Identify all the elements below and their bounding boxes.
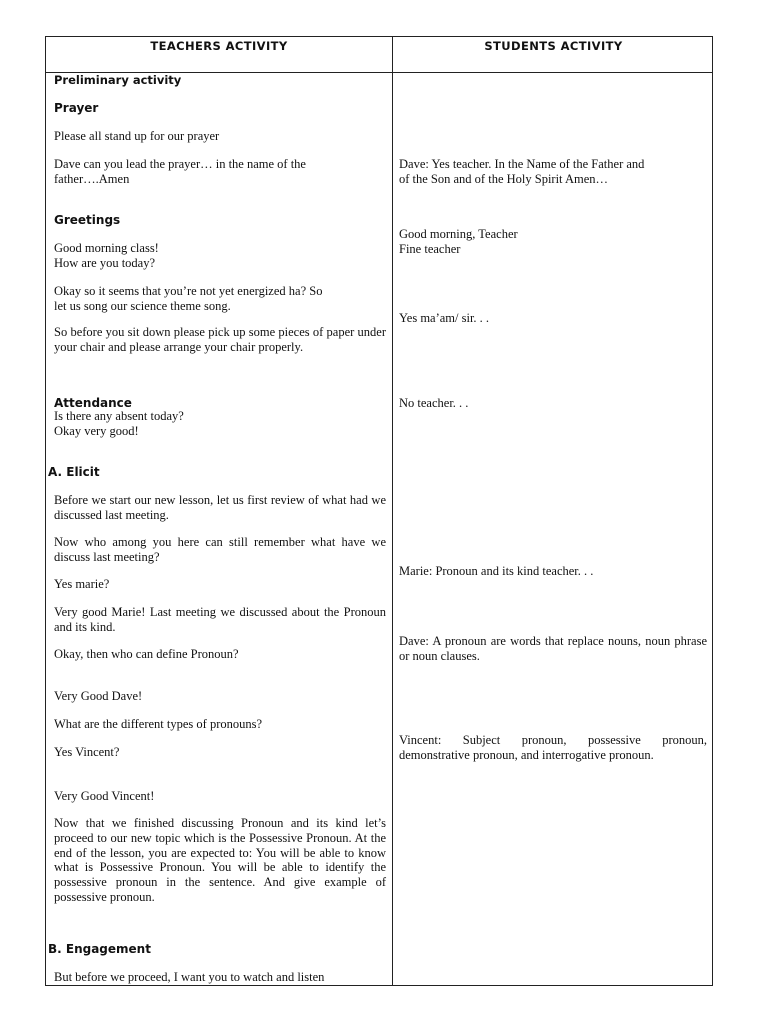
attendance-heading: Attendance [54, 396, 132, 410]
teacher-greeting-2-line2: let us song our science theme song. [54, 298, 231, 313]
student-greeting-line2: Fine teacher [399, 241, 461, 256]
teacher-greeting-3: So before you sit down please pick up some pieces of paper under your chair and please arrange your chair properly. [54, 325, 386, 354]
student-dave-response: Dave: A pronoun are words that replace nouns, noun phrase or noun clauses. [399, 634, 707, 663]
teacher-elicit-1: Before we start our new lesson, let us first review of what had we discussed last meeting. [54, 493, 386, 522]
teacher-greeting-2 [54, 284, 386, 314]
teacher-elicit-8: Yes Vincent? [54, 745, 120, 759]
teacher-engagement-1: But before we proceed, I want you to watch and listen [54, 970, 325, 984]
student-greeting-line1: Good morning, Teacher [399, 227, 518, 241]
teacher-prayer-2-line1: Dave can you lead the prayer… in the name of the [54, 157, 306, 171]
lesson-plan-table [45, 36, 713, 986]
teacher-greeting-1 [54, 241, 386, 271]
teacher-elicit-4: Very good Marie! Last meeting we discussed about the Pronoun and its kind. [54, 605, 386, 634]
teacher-elicit-7: What are the different types of pronouns? [54, 717, 263, 731]
student-marie-response: Marie: Pronoun and its kind teacher. . . [399, 564, 594, 578]
student-absent-response: No teacher. . . [399, 396, 469, 410]
elicit-heading: A. Elicit [48, 465, 100, 479]
teacher-greeting-2-line1: Okay so it seems that you’re not yet energized ha? So [54, 284, 323, 298]
teacher-elicit-3: Yes marie? [54, 577, 110, 591]
teacher-greeting-1-line2: How are you today? [54, 255, 156, 270]
teacher-elicit-5: Okay, then who can define Pronoun? [54, 647, 239, 661]
student-yes-response: Yes ma’am/ sir. . . [399, 311, 490, 325]
teacher-elicit-2: Now who among you here can still remember what have we discuss last meeting? [54, 535, 386, 564]
preliminary-activity-heading: Preliminary activity [54, 73, 182, 87]
teacher-attendance-1: Is there any absent today? [54, 409, 184, 423]
student-vincent-response: Vincent: Subject pronoun, possessive pronoun, demonstrative pronoun, and interrogative pronoun. [399, 733, 707, 762]
student-prayer-line1: Dave: Yes teacher. In the Name of the Father and [399, 157, 645, 171]
teacher-prayer-1: Please all stand up for our prayer [54, 129, 220, 143]
teachers-activity-header: TEACHERS ACTIVITY [150, 39, 288, 53]
teacher-prayer-2-line2: father….Amen [54, 171, 130, 186]
teacher-attendance-2: Okay very good! [54, 424, 139, 438]
greetings-heading: Greetings [54, 213, 121, 227]
column-divider [392, 37, 393, 985]
student-prayer-response [399, 157, 707, 187]
teacher-elicit-9: Very Good Vincent! [54, 789, 155, 803]
teacher-prayer-2 [54, 157, 386, 187]
student-greeting-response [399, 227, 707, 257]
teacher-elicit-6: Very Good Dave! [54, 689, 143, 703]
teacher-elicit-10: Now that we finished discussing Pronoun and its kind let’s proceed to our new topic which is the Possessive Pronoun. At the end of the lesson, you are expected to: You will be able to know what is Possessive Pronoun. You will be able to identify the possessive pronoun in the sentence. And give example of possessive pronoun. [54, 816, 386, 904]
prayer-heading: Prayer [54, 101, 99, 115]
engagement-heading: B. Engagement [48, 942, 151, 956]
teacher-greeting-1-line1: Good morning class! [54, 241, 159, 255]
student-prayer-line2: of the Son and of the Holy Spirit Amen… [399, 171, 609, 186]
students-activity-header: STUDENTS ACTIVITY [484, 39, 623, 53]
